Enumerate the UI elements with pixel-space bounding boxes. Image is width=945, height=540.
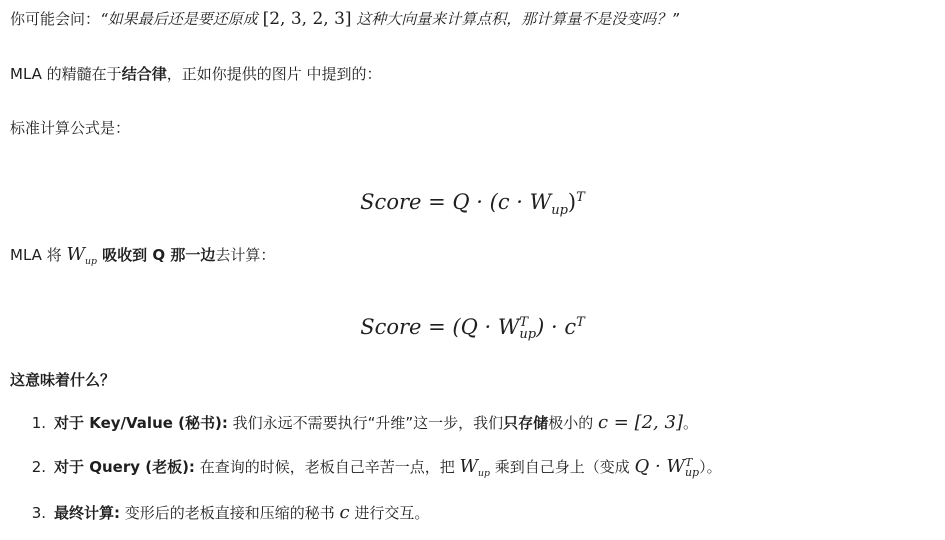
mla-essence-tail: ，正如你提供的图片 中提到的： — [166, 65, 382, 83]
mla-absorb-paragraph — [10, 244, 275, 273]
mla-essence-paragraph — [10, 63, 381, 85]
formula-score: Score — [360, 190, 422, 214]
formula-body: = Q · (c · W — [421, 190, 552, 214]
formula-superscript: T — [684, 455, 693, 469]
formula-superscript: T — [576, 190, 585, 205]
list-item-text: ）。 — [699, 458, 722, 476]
formula-subscript: up — [519, 326, 537, 342]
list-item-text: 我们永远不需要执行“升维”这一步，我们 — [227, 414, 504, 432]
intro-prefix: 你可能会问： — [10, 10, 101, 28]
standard-formula-label: 标准计算公式是： — [10, 119, 131, 137]
store-only-term: 只存储 — [503, 414, 549, 432]
list-item-text: 。 — [682, 414, 698, 432]
formula-superscript-c: T — [576, 315, 585, 330]
w-subscript: up — [84, 256, 97, 267]
mla-essence-text: MLA 的精髓在于 — [10, 65, 122, 83]
formula-body: = (Q · W — [421, 315, 520, 339]
c-vector: c = [2, 3] — [597, 412, 683, 433]
formula-score: Score — [360, 315, 422, 339]
list-item-text: 进行交互。 — [349, 504, 430, 522]
list-item-text: 极小的 — [548, 414, 598, 432]
formula-mla — [10, 308, 935, 342]
formula-close: ) — [567, 190, 577, 214]
list-number: 1. — [31, 414, 46, 432]
intro-quote-end: 这种大向量来计算点积，那计算量不是没变吗？” — [351, 10, 680, 28]
w-symbol: W — [66, 244, 85, 265]
list-item — [10, 502, 429, 524]
absorb-highlight: 吸收到 Q 那一边 — [96, 246, 216, 264]
list-item — [10, 456, 722, 485]
section-heading: 这意味着什么？ — [10, 371, 116, 389]
q-times-w: Q · W — [634, 456, 685, 477]
c-symbol: c — [339, 502, 350, 523]
list-item-text: 乘到自己身上（变成 — [489, 458, 635, 476]
intro-paragraph — [10, 8, 679, 30]
mla-absorb-prefix: MLA 将 — [10, 246, 67, 264]
list-item-text: 变形后的老板直接和压缩的秘书 — [120, 504, 340, 522]
w-symbol: W — [459, 456, 478, 477]
list-item-text: 在查询的时候，老板自己辛苦一点，把 — [194, 458, 460, 476]
mla-absorb-tail: 去计算： — [215, 246, 276, 264]
w-script-stack — [684, 455, 700, 479]
associativity-term: 结合律 — [121, 65, 167, 83]
list-number: 2. — [31, 458, 46, 476]
w-script-stack — [519, 314, 537, 342]
intro-quote-start: “如果最后还是要还原成 — [100, 10, 263, 28]
list-item-title: 对于 Key/Value (秘书): — [54, 414, 228, 432]
list-item-title: 对于 Query (老板): — [54, 458, 195, 476]
intro-vector: [2, 3, 2, 3] — [262, 9, 352, 29]
formula-standard — [10, 183, 935, 226]
list-item — [10, 412, 698, 434]
formula-superscript: T — [519, 314, 529, 330]
formula-close: ) · c — [536, 315, 577, 339]
formula-subscript: up — [551, 203, 568, 219]
formula-subscript: up — [684, 465, 700, 479]
w-subscript: up — [478, 468, 490, 479]
list-number: 3. — [31, 504, 46, 522]
list-item-title: 最终计算: — [54, 504, 120, 522]
